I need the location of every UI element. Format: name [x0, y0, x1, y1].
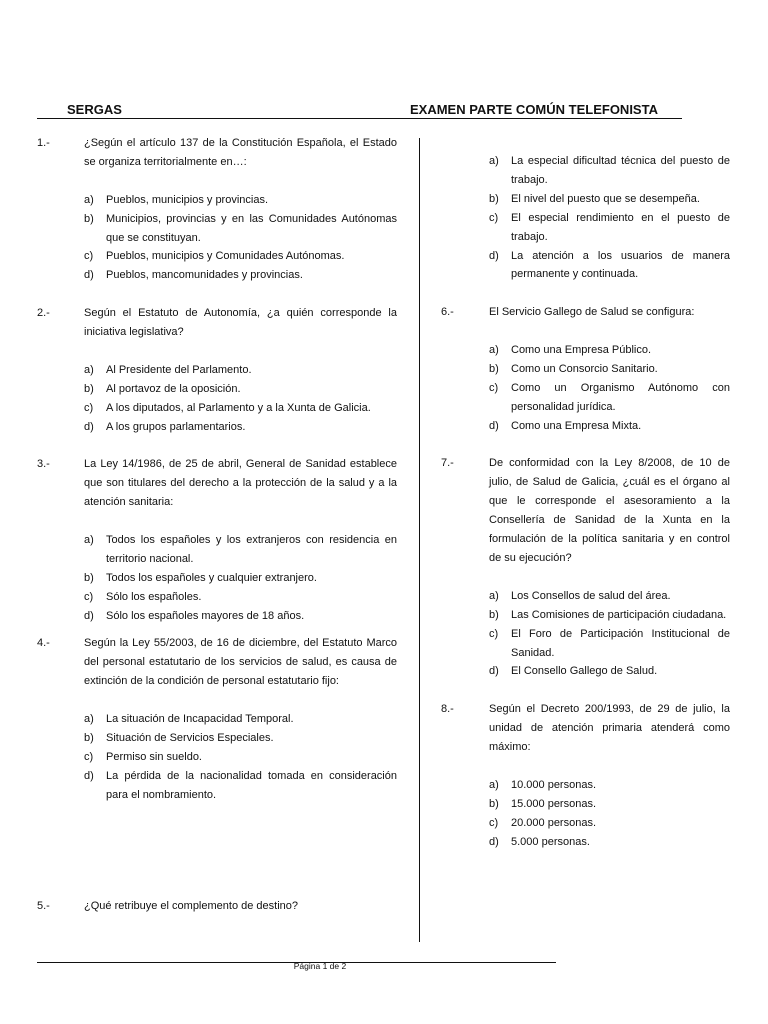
option-text: A los diputados, al Parlamento y a la Xunta de Galicia.: [106, 401, 371, 414]
option: [441, 795, 730, 814]
option-text: 15.000 personas.: [511, 797, 597, 810]
option: [37, 247, 397, 266]
option-text: Permiso sin sueldo.: [106, 750, 202, 763]
question-number: 1.-: [37, 137, 50, 149]
option-text: Municipios, provincias y en las Comunidades Autónomas que se constituyan.: [106, 212, 397, 244]
option-text: 5.000 personas.: [511, 835, 590, 848]
option: [441, 209, 730, 247]
option: [441, 417, 730, 436]
option: [37, 266, 397, 285]
option: [37, 361, 397, 380]
page-number: Página 1 de 2: [293, 961, 347, 971]
option: [441, 341, 730, 360]
option-text: Todos los españoles y los extranjeros con residencia en territorio nacional.: [106, 533, 397, 565]
option: [37, 191, 397, 210]
question-1: [37, 134, 397, 172]
question-2: [37, 304, 397, 342]
option-text: Al portavoz de la oposición.: [106, 382, 241, 395]
option-letter: b): [489, 362, 499, 375]
option-text: La situación de Incapacidad Temporal.: [106, 713, 294, 726]
option: [441, 247, 730, 285]
option-text: Al Presidente del Parlamento.: [106, 363, 252, 376]
option-text: Como una Empresa Mixta.: [511, 419, 642, 432]
option: [441, 662, 730, 681]
option-text: Los Consellos de salud del área.: [511, 589, 671, 602]
question-number: 5.-: [37, 899, 50, 912]
option: [441, 379, 730, 417]
option: [441, 776, 730, 795]
option: [37, 210, 397, 248]
option: [37, 748, 397, 767]
option-text: La especial dificultad técnica del puesto de trabajo.: [511, 155, 730, 186]
option-letter: a): [84, 363, 94, 376]
option-text: Como un Organismo Autónomo con personalidad jurídica.: [511, 381, 730, 413]
question-3: [37, 455, 397, 512]
question-text: ¿Según el artículo 137 de la Constitución Española, el Estado se organiza territorialmente en…:: [84, 137, 397, 168]
option-letter: a): [489, 589, 499, 602]
option: [37, 531, 397, 569]
option-text: Todos los españoles y cualquier extranjero.: [106, 571, 317, 584]
option-letter: a): [84, 713, 94, 726]
question-4: [37, 634, 397, 691]
option-letter: d): [489, 419, 499, 432]
option-letter: d): [84, 420, 94, 433]
option-letter: d): [84, 269, 94, 282]
option-letter: c): [84, 250, 94, 263]
option-letter: d): [84, 769, 94, 782]
question-number: 3.-: [37, 458, 50, 471]
option-letter: c): [84, 750, 94, 763]
option-letter: c): [84, 590, 94, 603]
option: [37, 569, 397, 588]
column-divider: [419, 138, 420, 942]
header-left-title: SERGAS: [67, 102, 122, 117]
option-text: 20.000 personas.: [511, 816, 597, 829]
option: [37, 710, 397, 729]
option: [441, 152, 730, 190]
question-8: [441, 700, 730, 757]
option-text: La atención a los usuarios de manera permanente y continuada.: [511, 249, 730, 281]
question-text: La Ley 14/1986, de 25 de abril, General de Sanidad establece que son titulares del derecho a la protección de la salud y a la atención sanitaria:: [84, 458, 397, 509]
option-text: Pueblos, municipios y Comunidades Autónomas.: [106, 250, 345, 263]
option: [37, 767, 397, 805]
option-text: El Consello Gallego de Salud.: [511, 665, 658, 678]
question-number: 7.-: [441, 457, 454, 470]
option-letter: a): [489, 778, 499, 791]
option-letter: d): [489, 835, 499, 848]
left-column: [37, 134, 397, 916]
option-letter: c): [489, 627, 499, 640]
option-letter: b): [84, 212, 94, 225]
question-number: 2.-: [37, 307, 50, 320]
option-letter: a): [84, 193, 94, 206]
question-text: Según el Decreto 200/1993, de 29 de julio, la unidad de atención primaria atenderá como máximo:: [489, 703, 730, 754]
option-letter: c): [489, 211, 499, 224]
option-letter: c): [489, 816, 499, 829]
question-5: [37, 897, 397, 916]
option: [37, 399, 397, 418]
option-text: Sólo los españoles mayores de 18 años.: [106, 609, 305, 622]
option-text: Sólo los españoles.: [106, 590, 202, 603]
option-letter: d): [489, 249, 499, 262]
option: [37, 418, 397, 437]
option: [37, 588, 397, 607]
question-7: [441, 454, 730, 567]
option-text: La pérdida de la nacionalidad tomada en consideración para el nombramiento.: [106, 769, 397, 801]
option-letter: b): [489, 797, 499, 810]
option-text: Como una Empresa Público.: [511, 344, 652, 357]
question-text: Según el Estatuto de Autonomía, ¿a quién corresponde la iniciativa legislativa?: [84, 307, 397, 339]
option-text: A los grupos parlamentarios.: [106, 420, 246, 433]
option: [37, 607, 397, 626]
option-text: El Foro de Participación Institucional de Sanidad.: [511, 627, 730, 659]
question-text: El Servicio Gallego de Salud se configura:: [489, 306, 695, 319]
option: [441, 587, 730, 606]
right-column: [441, 152, 730, 851]
option: [441, 190, 730, 209]
option: [441, 360, 730, 379]
option-letter: b): [489, 608, 499, 621]
option-text: Como un Consorcio Sanitario.: [511, 362, 658, 375]
question-text: ¿Qué retribuye el complemento de destino?: [84, 899, 299, 912]
question-6: [441, 303, 730, 322]
option: [37, 380, 397, 399]
option-text: Pueblos, municipios y provincias.: [106, 193, 269, 206]
question-number: 8.-: [441, 703, 454, 716]
option-text: El especial rendimiento en el puesto de trabajo.: [511, 211, 730, 243]
option-letter: a): [84, 533, 94, 546]
header-rule: [37, 118, 682, 119]
option-letter: b): [489, 192, 499, 205]
option: [441, 833, 730, 852]
option-text: Situación de Servicios Especiales.: [106, 732, 274, 744]
option-text: 10.000 personas.: [511, 778, 597, 791]
option-text: El nivel del puesto que se desempeña.: [511, 192, 700, 205]
option-letter: b): [84, 382, 94, 395]
option-letter: d): [489, 665, 499, 678]
option-letter: d): [84, 609, 94, 622]
header-right-title: EXAMEN PARTE COMÚN TELEFONISTA: [410, 102, 658, 117]
option-letter: c): [84, 401, 94, 414]
option-text: Las Comisiones de participación ciudadana.: [511, 608, 727, 621]
option-letter: a): [489, 344, 499, 357]
question-text: Según la Ley 55/2003, de 16 de diciembre, del Estatuto Marco del personal estatutario de los servicios de salud, es causa de extinción de la condición de personal estatutario fijo:: [84, 637, 397, 688]
question-number: 4.-: [37, 637, 50, 650]
option: [441, 814, 730, 833]
question-text: De conformidad con la Ley 8/2008, de 10 de julio, de Salud de Galicia, ¿cuál es el órgano al que le corresponde el asesoramiento a la Consellería de Sanidad de la Xunta en la formulación de la política sanitaria y en control de su ejecución?: [489, 457, 730, 564]
option-letter: a): [489, 155, 499, 167]
option-letter: c): [489, 381, 499, 394]
question-number: 6.-: [441, 306, 454, 319]
option: [37, 729, 397, 748]
option-text: Pueblos, mancomunidades y provincias.: [106, 269, 303, 282]
option: [441, 606, 730, 625]
option-letter: b): [84, 732, 94, 744]
option: [441, 625, 730, 663]
option-letter: b): [84, 571, 94, 584]
